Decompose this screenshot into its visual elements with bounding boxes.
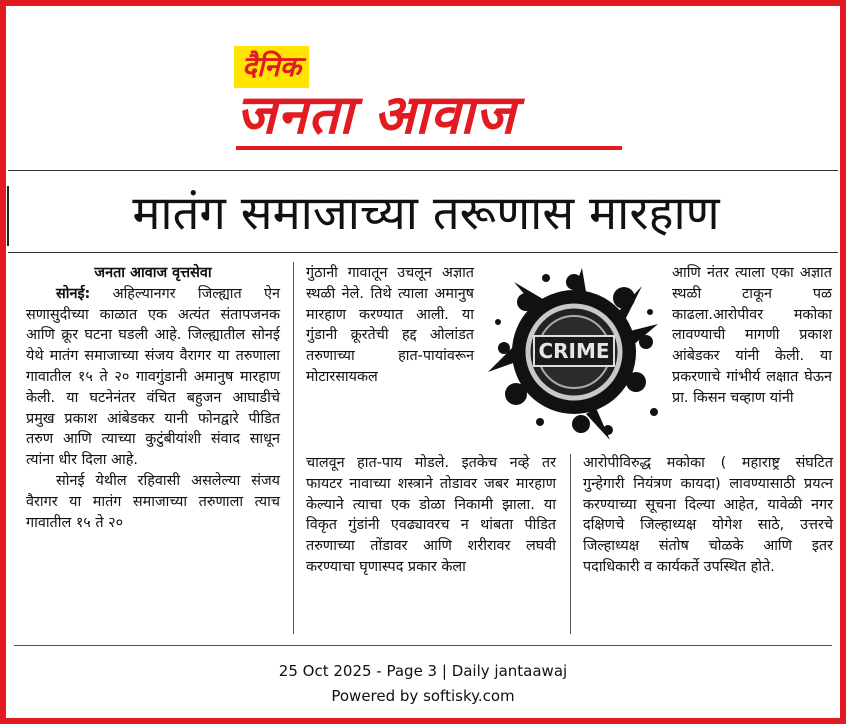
header-rule — [8, 170, 838, 171]
dateline-place: सोनई: — [56, 285, 91, 302]
crime-splatter-icon — [486, 262, 662, 444]
byline: जनता आवाज वृत्तसेवा — [94, 265, 212, 281]
headline-rule — [8, 252, 838, 253]
article-column-1 — [26, 263, 280, 533]
article-paragraph: आणि नंतर त्याला एका अज्ञात स्थळी टाकून पळ काढला.आरोपीवर मकोका लावण्याची मागणी प्रकाश आंबेडकर यांनी केली. या प्रकरणाचे गांभीर्य लक्षात घेऊन प्रा. किसन चव्हाण यांनी — [672, 265, 832, 406]
column-divider — [570, 454, 571, 634]
article-paragraph: चालवून हात-पाय मोडले. इतकेच नव्हे तर फायटर नावाच्या शस्त्राने तोडावर जबर मारहाण केल्याने त्याचा एक डोळा निकामी झाला. या विकृत गुंडांनी एवढ्यावरच न थांबता पीडित तरुणाच्या तोंडावर आणि शरीरावर लघवी करण्याचा घृणास्पद प्रकार केला — [306, 455, 556, 575]
headline: मातंग समाजाच्या तरूणास मारहाण — [132, 186, 720, 241]
article-paragraph: गुंठानी गावातून उचलून अज्ञात स्थळी नेले. तिथे त्याला अमानुष मारहाण करण्यात आली. या गुंडानी क्रूरतेची हद्द ओलांडत तरुणाच्या हात-पायांवरून मोटारसायकल — [306, 265, 474, 385]
article-column-3-bottom — [583, 453, 833, 578]
footer-powered-by: Powered by softisky.com — [331, 687, 515, 705]
article-paragraph: सोनई येथील रहिवासी असलेल्या संजय वैरागर या मातंग समाजाच्या तरुणाला त्याच गावातील १५ ते २० — [26, 472, 280, 531]
masthead-tag: दैनिक — [234, 46, 309, 88]
crime-image — [486, 262, 662, 444]
paragraph-text: अहिल्यानगर जिल्ह्यात ऐन सणासुदीच्या काळात एक अत्यंत संतापजनक आणि क्रूर घटना घडली आहे. जिल्ह्यातील सोनई येथे मातंग समाजाच्या संजय वैरागर या तरुणाला गावातील १५ ते २० गावगुंडानी अमानुष मारहाण केली. या घटनेनंतर वंचित बहुजन आघाडीचे प्रमुख प्रकाश आंबेडकर यानी फोनद्वारे पीडित तरुण आणि त्याच्या कुटुंबीयांशी संवाद साधून त्यांना धीर दिला आहे. — [26, 285, 280, 469]
article-paragraph — [26, 284, 280, 471]
crime-label: CRIME — [538, 339, 610, 363]
article-column-3 — [672, 263, 832, 409]
footer-rule — [14, 645, 832, 646]
article-column-2-bottom — [306, 453, 556, 578]
footer-edition: 25 Oct 2025 - Page 3 | Daily jantaawaj — [278, 662, 568, 680]
column-divider — [293, 262, 294, 634]
margin-mark — [7, 186, 9, 246]
article-column-2 — [306, 263, 474, 388]
masthead-title: जनता आवाज — [236, 83, 516, 146]
article-paragraph: आरोपीविरुद्ध मकोका ( महाराष्ट्र संघटित गुन्हेगारी नियंत्रण कायदा) लावण्यासाठी प्रयत्न करण्याच्या सूचना दिल्या आहेत, यावेळी नगर दक्षिणचे जिल्हाध्यक्ष योगेश साठे, उत्तरचे जिल्हाध्यक्ष संतोष चोळके आणि इतर पदाधिकारी व कार्यकर्ते उपस्थित होते. — [583, 455, 833, 575]
masthead-underline — [236, 146, 622, 150]
